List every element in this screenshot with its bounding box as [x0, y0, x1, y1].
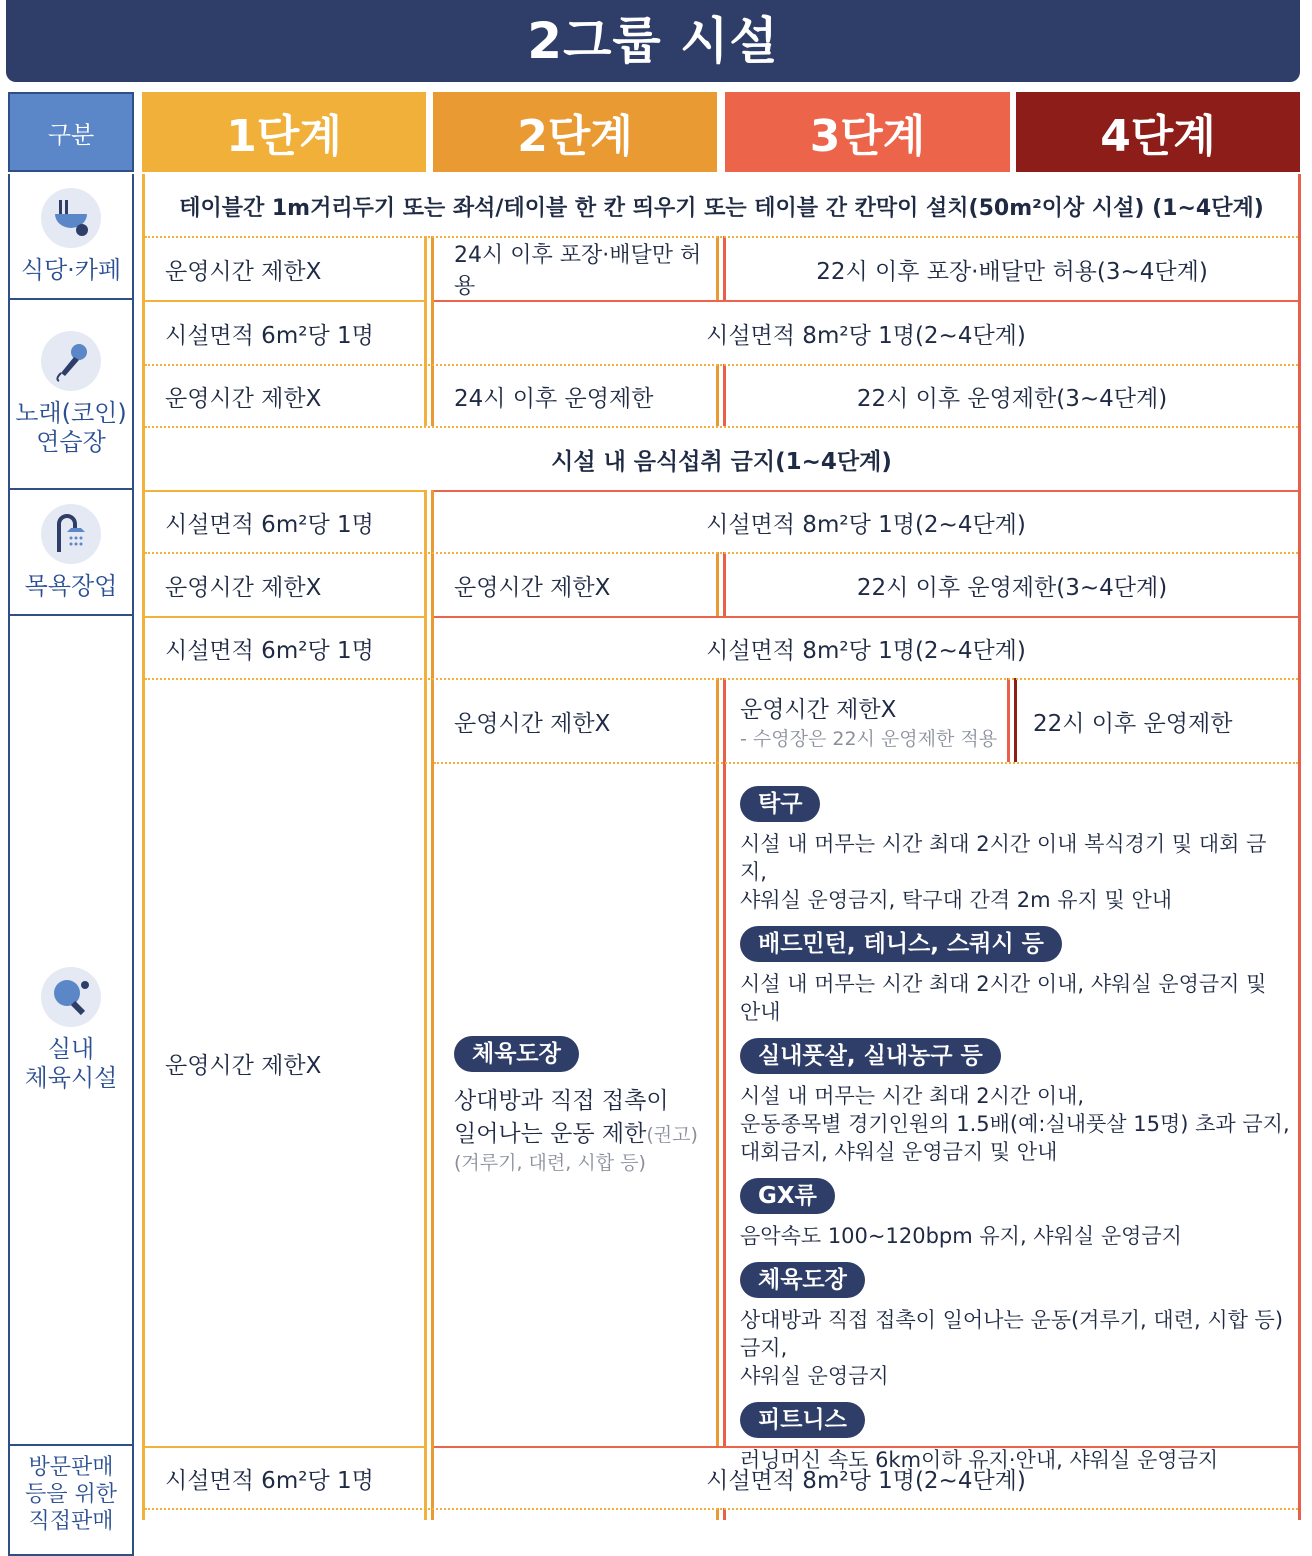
column-border: [424, 300, 427, 426]
sports-stage1-area: 시설면적 6m²당 1명: [165, 637, 374, 664]
bath-stage2-hours: 운영시간 제한X: [454, 574, 611, 601]
restaurant-stage1-hours: 운영시간 제한X: [165, 258, 322, 285]
badminton-rule: [740, 970, 1292, 1026]
rule-line: 대회금지, 샤워실 운영금지 및 안내: [740, 1140, 1058, 1164]
rule-line: 시설 내 머무는 시간 최대 2시간 이내,: [740, 1084, 1085, 1108]
martial-arts-recommend: (권고): [646, 1123, 698, 1146]
rule-line: 운동종목별 경기인원의 1.5배(예:실내풋살 15명) 초과 금지,: [740, 1112, 1290, 1136]
bath-stage1-area: 시설면적 6m²당 1명: [165, 511, 374, 538]
martial-arts-text: 일어나는 운동 제한: [454, 1120, 647, 1147]
sports-stage3-pool-note: - 수영장은 22시 운영제한 적용: [740, 728, 998, 750]
column-border: [716, 678, 719, 1446]
category-label: 체육시설: [24, 1064, 118, 1092]
column-border: [716, 552, 719, 616]
sports-stage2-hours: 운영시간 제한X: [454, 710, 611, 737]
rule-line: 시설 내 머무는 시간 최대 2시간 이내, 샤워실 운영금지 및 안내: [740, 972, 1267, 1024]
category-bath: [8, 490, 134, 616]
bath-stage24-area: 시설면적 8m²당 1명(2~4단계): [706, 511, 1026, 538]
ping-pong-paddle-icon: [41, 967, 101, 1027]
bath-stage34-hours: 22시 이후 운영제한(3~4단계): [856, 574, 1168, 601]
column-border: [716, 364, 719, 426]
karaoke-stage1-hours: 운영시간 제한X: [165, 385, 322, 412]
column-border: [424, 490, 427, 1520]
header-stage-1: 1단계: [142, 92, 426, 172]
category-restaurant: [8, 174, 134, 300]
karaoke-stage2-hours: 24시 이후 운영제한: [454, 385, 654, 412]
column-border: [1007, 678, 1010, 762]
category-label: 방문판매: [28, 1455, 114, 1480]
column-border: [716, 236, 719, 300]
sales-stage1-area: 시설면적 6m²당 1명: [165, 1467, 374, 1494]
badminton-tag: 배드민턴, 테니스, 스쿼시 등: [740, 926, 1062, 962]
shower-icon: [41, 504, 101, 564]
table-tennis-tag: 탁구: [740, 786, 820, 822]
rule-line: 상대방과 직접 접촉이 일어나는 운동(겨루기, 대련, 시합 등) 금지,: [740, 1308, 1284, 1360]
fitness-tag: 피트니스: [740, 1402, 865, 1438]
gx-rule: [740, 1222, 1292, 1250]
rule-line: 시설 내 머무는 시간 최대 2시간 이내 복식경기 및 대회 금지,: [740, 832, 1267, 884]
sports-stage4-hours: 22시 이후 운영제한: [1033, 710, 1233, 737]
sports-stage2-martial-arts: [434, 764, 716, 1446]
sports-stage1-hours: 운영시간 제한X: [165, 1052, 322, 1079]
sports-stage34-rules: [740, 786, 1292, 1486]
category-label: 등을 위한: [24, 1482, 117, 1507]
page-title: 2그룹 시설: [6, 0, 1300, 82]
sales-stage24-area: 시설면적 8m²당 1명(2~4단계): [706, 1467, 1026, 1494]
karaoke-food-rule: 시설 내 음식섭취 금지(1~4단계): [551, 448, 892, 475]
restaurant-stage34-hours: 22시 이후 포장·배달만 허용(3~4단계): [816, 258, 1208, 285]
category-sports: [8, 616, 134, 1446]
martial-arts-tag: 체육도장: [454, 1036, 579, 1072]
category-label: 식당·카페: [20, 255, 122, 284]
row-divider: [145, 1508, 1298, 1510]
microphone-icon: [41, 331, 101, 391]
sports-stage3-hours-text: 운영시간 제한X: [740, 697, 897, 723]
rule-line: 샤워실 운영금지, 탁구대 간격 2m 유지 및 안내: [740, 888, 1173, 912]
rule-line: 음악속도 100~120bpm 유지, 샤워실 운영금지: [740, 1224, 1182, 1248]
futsal-tag: 실내풋살, 실내농구 등: [740, 1038, 1001, 1074]
category-label: 목욕장업: [24, 571, 118, 600]
karaoke-stage24-area: 시설면적 8m²당 1명(2~4단계): [706, 322, 1026, 349]
column-border: [723, 678, 726, 1446]
futsal-rule: [740, 1082, 1292, 1166]
restaurant-stage2-hours: 24시 이후 포장·배달만 허용: [454, 243, 702, 299]
category-label: 실내: [47, 1035, 95, 1063]
category-label: 노래(코인): [15, 399, 127, 427]
category-sales: [8, 1446, 134, 1556]
sports-stage24-area: 시설면적 8m²당 1명(2~4단계): [706, 637, 1026, 664]
karaoke-stage1-area: 시설면적 6m²당 1명: [165, 322, 374, 349]
martial-arts-text: 상대방과 직접 접촉이: [454, 1087, 669, 1114]
column-border: [424, 236, 427, 300]
gx-tag: GX류: [740, 1178, 835, 1214]
header-category: 구분: [8, 92, 134, 172]
noodle-bowl-icon: [41, 188, 101, 248]
header-stage-2: 2단계: [433, 92, 717, 172]
karaoke-stage34-hours: 22시 이후 운영제한(3~4단계): [856, 385, 1168, 412]
rule-line: 샤워실 운영금지: [740, 1364, 889, 1388]
martial-arts-examples: (겨루기, 대련, 시합 등): [454, 1151, 646, 1174]
category-label: 직접판매: [28, 1509, 114, 1534]
sports-stage3-hours: [726, 680, 1007, 762]
martial-arts-tag-stage34: 체육도장: [740, 1262, 865, 1298]
restaurant-common-rule: 테이블간 1m거리두기 또는 좌석/테이블 한 칸 띄우기 또는 테이블 간 칸막이 설치(50m²이상 시설) (1~4단계): [179, 195, 1264, 221]
header-stage-4: 4단계: [1016, 92, 1300, 172]
bath-stage1-hours: 운영시간 제한X: [165, 574, 322, 601]
category-karaoke: [8, 300, 134, 490]
table-tennis-rule: [740, 830, 1292, 914]
martial-arts-rule: [740, 1306, 1292, 1390]
rule-line: 러닝머신 속도 6km이하 유지·안내, 샤워실 운영금지: [740, 1448, 1219, 1472]
category-label: 연습장: [36, 428, 106, 456]
column-border: [1298, 174, 1301, 1520]
header-stage-3: 3단계: [725, 92, 1010, 172]
